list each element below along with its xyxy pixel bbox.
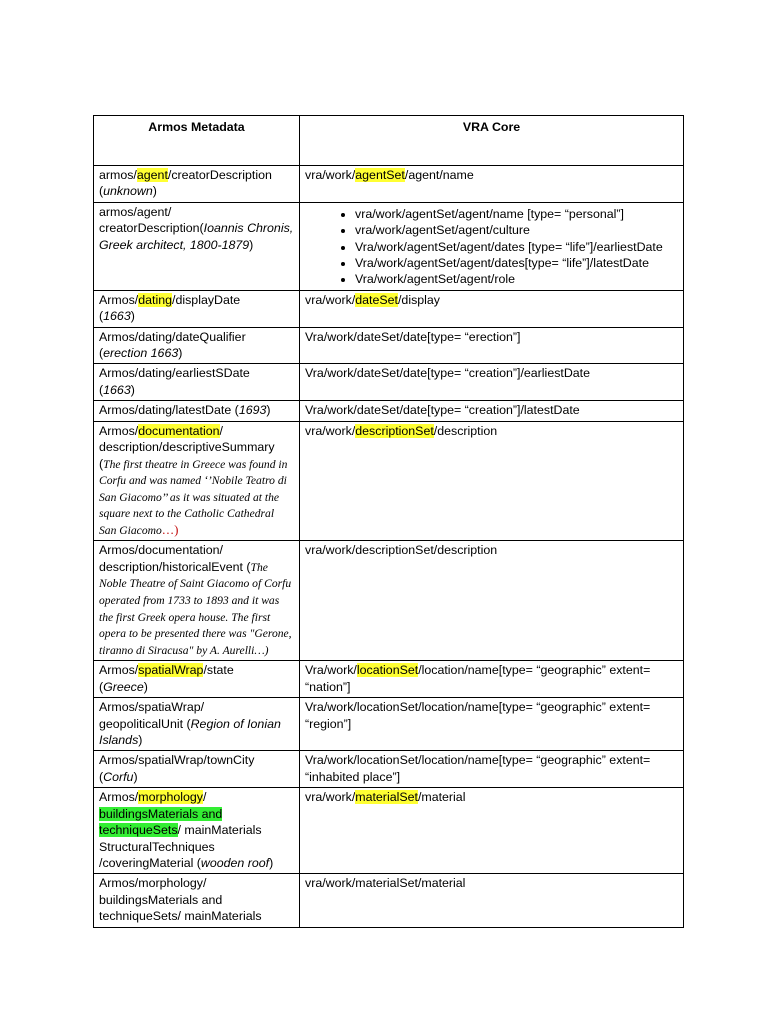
armos-field-text: ) (178, 346, 183, 361)
vra-core-cell (300, 327, 684, 364)
table-row (94, 166, 684, 203)
table-row (94, 364, 684, 401)
armos-metadata-cell (94, 327, 300, 364)
table-row (94, 874, 684, 927)
armos-field-text: / mainMaterials StructuralTechniques /coveringMaterial ( (99, 823, 262, 870)
vra-core-cell (300, 698, 684, 751)
armos-metadata-cell (94, 661, 300, 698)
armos-field-text: Armos/ (99, 790, 139, 805)
armos-metadata-cell (94, 364, 300, 401)
column-header-armos-metadata: Armos Metadata (94, 116, 300, 166)
armos-field-text: Greece (103, 679, 144, 694)
vra-field-highlight: materialSet (355, 790, 418, 805)
armos-field-highlight: spatialWrap (138, 663, 204, 678)
armos-field-text: Armos/morphology/ (99, 876, 207, 891)
armos-field-text: /state (203, 663, 234, 678)
armos-field-text: Armos/spatiaWrap/ (99, 700, 205, 715)
vra-core-cell (300, 874, 684, 927)
armos-metadata-cell (94, 166, 300, 203)
vra-field-list (305, 206, 678, 288)
armos-field-text: 1693 (238, 403, 267, 418)
vra-field-text: vra/work/ (305, 168, 356, 182)
table-row (94, 290, 684, 327)
armos-metadata-cell (94, 401, 300, 421)
vra-core-cell (300, 202, 684, 290)
armos-field-highlight: documentation (138, 423, 220, 438)
armos-field-highlight: morphology (138, 790, 203, 805)
vra-field-highlight: dateSet (355, 292, 398, 307)
vra-field-text: vra/work/ (305, 790, 356, 805)
list-item: • Vra/work/agentSet/agent/role (355, 271, 678, 287)
vra-field-text: /agent/name (404, 168, 474, 182)
armos-field-text: ( (99, 382, 104, 397)
table-row (94, 751, 684, 788)
vra-field-highlight: locationSet (356, 663, 419, 678)
table-header-row (94, 116, 684, 166)
armos-field-text: erection 1663 (103, 346, 179, 361)
armos-field-text: buildingsMaterials and techniqueSets/ mainMaterials (99, 892, 262, 924)
armos-field-text: Armos/ (99, 292, 139, 307)
metadata-mapping-table (93, 115, 684, 928)
vra-core-cell (300, 788, 684, 874)
armos-field-text: unknown (103, 184, 153, 199)
table-row (94, 788, 684, 874)
vra-core-cell (300, 751, 684, 788)
armos-field-text: ( (99, 769, 104, 784)
vra-field-highlight: descriptionSet (355, 423, 434, 438)
armos-field-text: /displayDate (172, 292, 241, 307)
vra-core-cell (300, 166, 684, 203)
vra-core-cell (300, 290, 684, 327)
armos-metadata-cell (94, 541, 300, 661)
armos-field-text: description/historicalEvent ( (99, 559, 251, 574)
table-row (94, 541, 684, 661)
armos-field-text: Armos/ (99, 423, 139, 438)
table-row (94, 661, 684, 698)
vra-field-text: vra/work/ (305, 292, 356, 307)
vra-field-text: Vra/work/dateSet/date[type= “creation”]/latestDate (305, 403, 580, 418)
armos-field-text: geopoliticalUnit ( (99, 716, 191, 731)
armos-field-text: / (203, 790, 207, 805)
armos-field-text: ( (99, 346, 104, 361)
armos-metadata-cell (94, 874, 300, 927)
table-row (94, 327, 684, 364)
armos-field-text: Armos/dating/earliestSDate (99, 366, 250, 381)
armos-field-text: 1663 (103, 309, 131, 324)
armos-field-text: ) (249, 237, 254, 252)
armos-field-text: ) (138, 733, 143, 748)
armos-field-text: ( (99, 309, 104, 324)
armos-metadata-cell (94, 788, 300, 874)
armos-field-text: ) (266, 403, 271, 418)
vra-field-text: /display (397, 292, 440, 307)
list-item: • Vra/work/agentSet/agent/dates [type= “life”]/earliestDate (355, 239, 678, 255)
vra-core-cell (300, 364, 684, 401)
vra-core-cell (300, 421, 684, 541)
vra-field-text: vra/work/ (305, 423, 356, 438)
armos-field-text: 1663 (103, 382, 131, 397)
table-body (94, 166, 684, 928)
table-row (94, 698, 684, 751)
vra-field-text: vra/work/descriptionSet/description (305, 543, 498, 558)
vra-field-text: vra/work/materialSet/material (305, 876, 466, 891)
list-item: • Vra/work/agentSet/agent/dates[type= “life”]/latestDate (355, 255, 678, 271)
vra-field-text: Vra/work/locationSet/location/name[type= “geographic” extent= “region”] (305, 700, 651, 731)
armos-field-text: ) (130, 382, 135, 397)
armos-field-highlight: dating (138, 292, 173, 307)
vra-field-text: Vra/work/dateSet/date[type= “creation”]/earliestDate (305, 366, 591, 381)
armos-field-text: armos/agent/ (99, 204, 172, 219)
armos-field-text: ) (130, 309, 135, 324)
armos-field-text: Corfu (103, 769, 134, 784)
vra-core-cell (300, 401, 684, 421)
vra-field-text: Vra/work/ (305, 663, 357, 678)
vra-core-cell (300, 541, 684, 661)
vra-field-text: Vra/work/dateSet/date[type= “erection”] (305, 329, 521, 344)
armos-field-text: Armos/spatialWrap/townCity (99, 753, 255, 768)
armos-metadata-cell (94, 698, 300, 751)
armos-field-highlight: buildingsMaterials and techniqueSets (99, 806, 223, 838)
armos-field-text: Ioannis Chronis, Greek architect, 1800-1879 (99, 221, 294, 252)
armos-field-text: The Noble Theatre of Saint Giacomo of Corfu operated from 1733 to 1893 and it was the first Greek opera house. The first opera to be presented there was "Gerone, tiranno di Siracusa" by A. Aurelli…) (99, 560, 292, 657)
armos-metadata-cell (94, 290, 300, 327)
armos-field-text: ) (269, 855, 274, 870)
vra-core-cell (300, 661, 684, 698)
armos-field-text: description/descriptiveSummary (99, 440, 275, 455)
armos-field-text: Armos/documentation/ (99, 543, 223, 558)
armos-field-text: ) (152, 184, 157, 199)
armos-field-text: ( (99, 679, 104, 694)
table-row (94, 421, 684, 541)
armos-field-text: …) (161, 522, 179, 537)
column-header-vra-core: VRA Core (300, 116, 684, 166)
armos-field-text: The first theatre in Greece was found in Corfu and was named ‘’Nobile Teatro di San Giacomo’’ as it was situated at the square next to the Catholic Cathedral San Giacomo (99, 457, 288, 537)
armos-field-text: ) (133, 769, 138, 784)
list-item: • vra/work/agentSet/agent/culture (355, 222, 678, 238)
list-item: • vra/work/agentSet/agent/name [type= “personal”] (355, 206, 678, 222)
armos-field-text: armos/ (99, 168, 137, 182)
vra-field-text: /description (433, 423, 498, 438)
vra-field-text: /location/name[type= “geographic” extent= “nation”] (305, 663, 651, 694)
vra-field-text: Vra/work/locationSet/location/name[type= “geographic” extent= “inhabited place”] (305, 753, 651, 784)
armos-field-text: Armos/ (99, 663, 139, 678)
armos-field-text: ) (143, 679, 148, 694)
armos-field-highlight: agent (136, 168, 168, 182)
armos-field-text: /creatorDescription (167, 168, 272, 182)
armos-metadata-cell (94, 421, 300, 541)
armos-metadata-cell (94, 751, 300, 788)
vra-field-text: /material (417, 790, 466, 805)
armos-field-text: wooden roof (200, 855, 270, 870)
vra-field-highlight: agentSet (355, 168, 405, 182)
armos-metadata-cell (94, 202, 300, 290)
armos-field-text: Armos/dating/latestDate ( (99, 403, 239, 418)
armos-field-text: ( (99, 456, 104, 471)
table-row (94, 401, 684, 421)
armos-field-text: Region of Ionian Islands (99, 716, 281, 748)
armos-field-text: Armos/dating/dateQualifier (99, 329, 246, 344)
armos-field-text: ( (99, 184, 104, 199)
armos-field-text: creatorDescription( (99, 221, 204, 236)
table-row (94, 202, 684, 290)
armos-field-text: / (219, 423, 223, 438)
